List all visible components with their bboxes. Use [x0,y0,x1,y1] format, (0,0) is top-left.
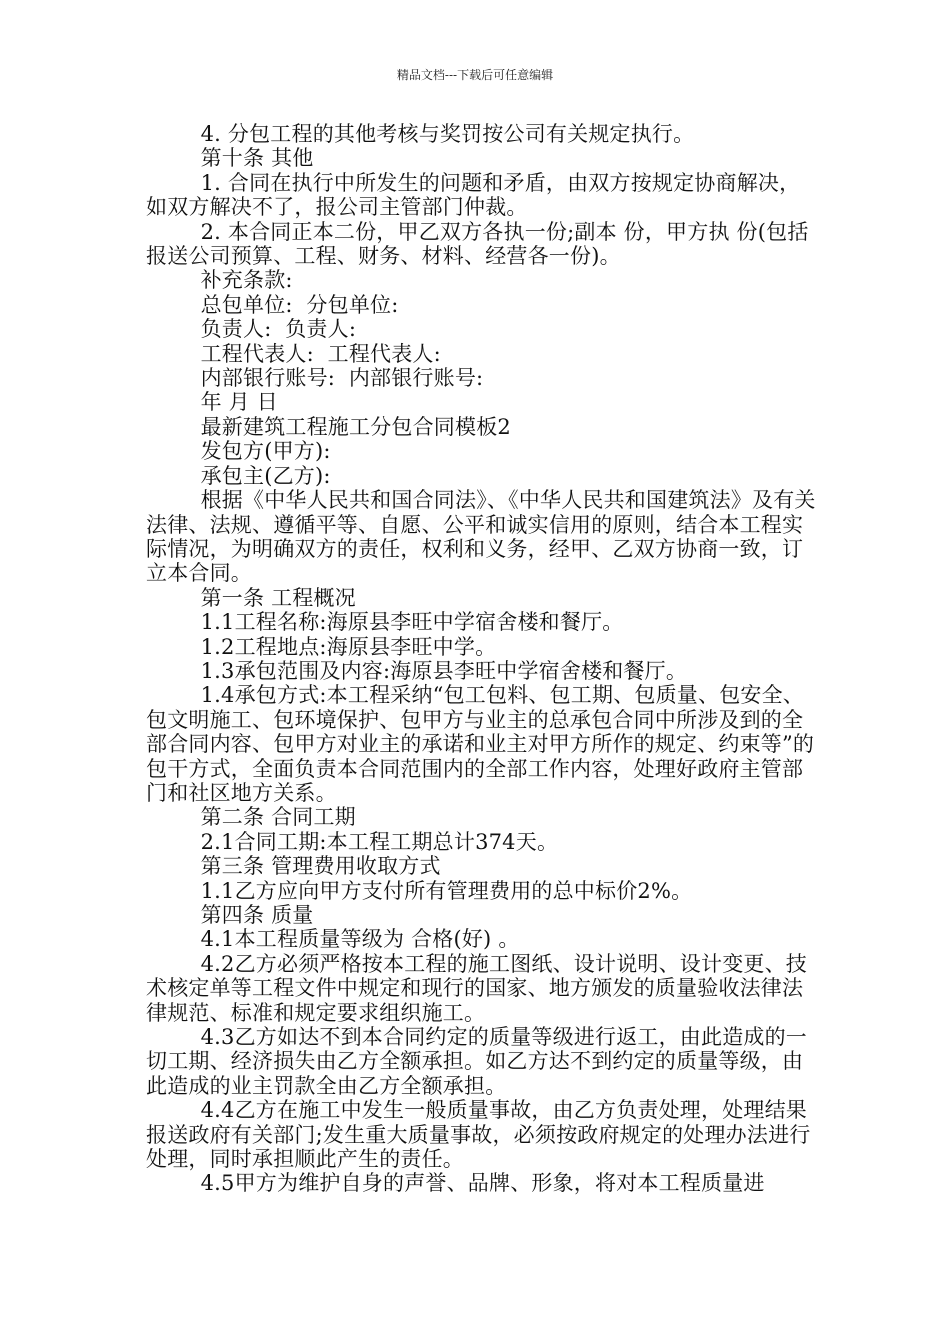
paragraph: 4.1本工程质量等级为 合格(好) 。 [200,927,520,952]
paragraph: 第一条 工程概况 [200,585,356,610]
paragraph: 1.1工程名称:海原县李旺中学宿舍楼和餐厅。 [200,610,624,635]
page-header: 精品文档---下载后可任意编辑 [396,68,554,82]
paragraph: 第二条 合同工期 [200,805,356,830]
paragraph: 工程代表人: 工程代表人: [200,341,441,366]
paragraph: 补充条款: [200,268,293,293]
paragraph: 1.2工程地点:海原县李旺中学。 [200,634,497,659]
paragraph: 最新建筑工程施工分包合同模板2 [200,414,511,439]
paragraph: 负责人: 负责人: [200,317,357,342]
paragraph: 4.3乙方如达不到本合同约定的质量等级进行返工，由此造成的一切工期、经济损失由乙方全额承担。如乙方达不到约定的质量等级，由此造成的业主罚款全由乙方全额承担。 [146,1025,807,1098]
paragraph: 承包主(乙方): [200,463,331,488]
paragraph: 4.5甲方为维护自身的声誉、品牌、形象，将对本工程质量进 [200,1171,765,1196]
paragraph: 2.1合同工期:本工程工期总计374天。 [200,829,559,854]
paragraph: 发包方(甲方): [200,439,331,464]
paragraph: 4. 分包工程的其他考核与奖罚按公司有关规定执行。 [200,122,695,146]
paragraph: 1.4承包方式:本工程采纳“包工包料、包工期、包质量、包安全、包文明施工、包环境保护、包甲方与业主的总承包合同中所涉及到的全部合同内容、包甲方对业主的承诺和业主对甲方所作的规定、约束等”的包干方式，全面负责本合同范围内的全部工作内容，处理好政府主管部门和社区地方关系。 [146,683,815,805]
paragraph: 根据《中华人民共和国合同法》、《中华人民共和国建筑法》及有关法律、法规、遵循平等、自愿、公平和诚实信用的原则，结合本工程实际情况，为明确双方的责任，权利和义务，经甲、乙双方协商一致，订立本合同。 [146,488,816,586]
paragraph: 4.2乙方必须严格按本工程的施工图纸、设计说明、设计变更、技术核定单等工程文件中规定和现行的国家、地方颁发的质量验收法律法律规范、标准和规定要求组织施工。 [146,951,807,1025]
document-body [146,122,816,1196]
paragraph: 2. 本合同正本二份，甲乙双方各执一份;副本 份，甲方执 份(包括报送公司预算、工程、财务、材料、经营各一份)。 [146,219,809,269]
paragraph: 总包单位: 分包单位: [200,292,399,317]
paragraph: 1. 合同在执行中所发生的问题和矛盾，由双方按规定协商解决，如双方解决不了，报公司主管部门仲裁。 [146,170,801,220]
paragraph: 年 月 日 [200,390,278,415]
paragraph: 第四条 质量 [200,903,314,927]
paragraph: 第十条 其他 [200,146,314,171]
paragraph: 1.3承包范围及内容:海原县李旺中学宿舍楼和餐厅。 [200,658,688,683]
paragraph: 4.4乙方在施工中发生一般质量事故，由乙方负责处理，处理结果报送政府有关部门;发生重大质量事故，必须按政府规定的处理办法进行处理，同时承担顺此产生的责任。 [146,1098,811,1172]
paragraph: 1.1乙方应向甲方支付所有管理费用的总中标价2%。 [200,878,693,903]
paragraph: 内部银行账号: 内部银行账号: [200,366,484,391]
paragraph: 第三条 管理费用收取方式 [200,854,441,879]
